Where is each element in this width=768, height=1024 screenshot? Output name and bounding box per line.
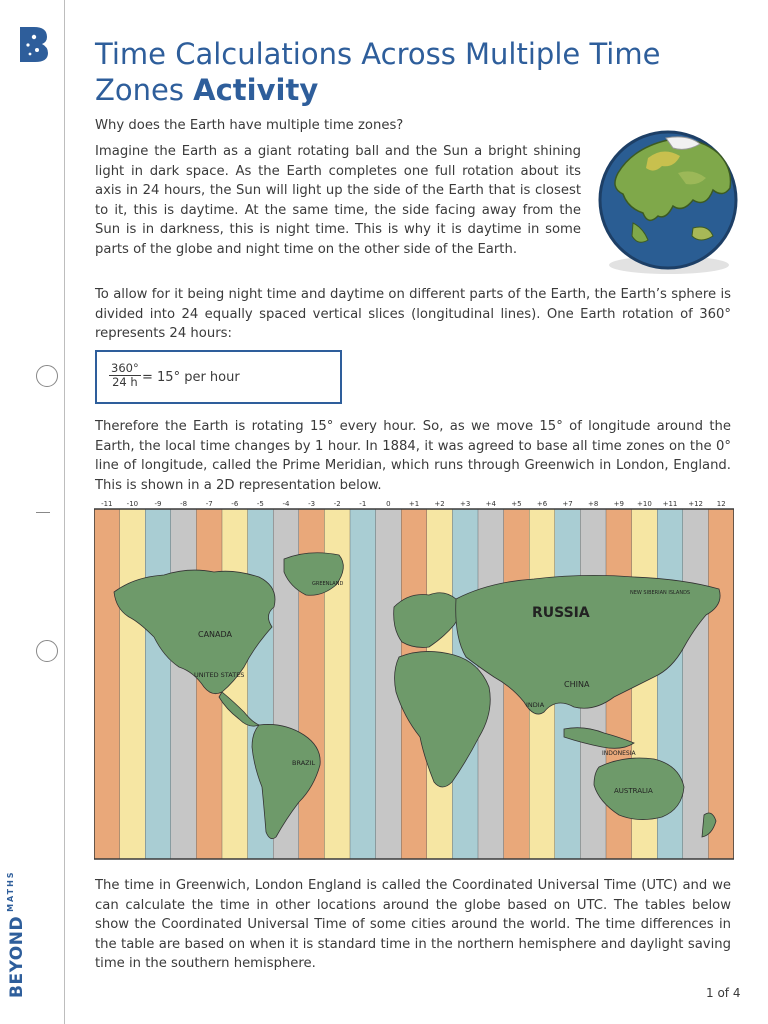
time-zone-offset-label: +3 — [460, 500, 471, 508]
time-zone-offset-label: -8 — [180, 500, 188, 508]
fold-mark — [36, 512, 50, 513]
time-zone-band — [120, 509, 146, 859]
label-australia: AUSTRALIA — [614, 787, 653, 795]
time-zone-band — [350, 509, 376, 859]
beyond-logo-icon — [14, 24, 50, 64]
time-zone-offset-label: -9 — [154, 500, 162, 508]
time-zone-band — [171, 509, 197, 859]
time-zone-offset-label: -3 — [308, 500, 316, 508]
time-zone-offset-label: -1 — [359, 500, 367, 508]
time-zone-offset-label: +12 — [688, 500, 703, 508]
margin-line — [64, 0, 65, 1024]
time-zone-offset-label: -6 — [231, 500, 239, 508]
label-indonesia: INDONESIA — [602, 750, 636, 757]
brand-main: BEYOND — [7, 915, 27, 998]
time-zone-offset-label: -5 — [256, 500, 264, 508]
paragraph-utc: The time in Greenwich, London England is called the Coordinated Universal Time (UTC) and we can calculate the time in other locations around the globe based on UTC. The tables below show the Coordinated Universal Time of some cities around the world. The time differences in the table are based on when it is standard time in the northern hemisphere and daylight saving time in the southern hemisphere. — [95, 878, 731, 971]
formula-box — [95, 350, 342, 404]
page-title — [95, 36, 715, 108]
title-main: Time Calculations Across Multiple Time Zones — [95, 37, 661, 107]
binder-hole-top — [36, 365, 58, 387]
brand-sub: MATHS — [6, 870, 15, 912]
label-india: INDIA — [526, 701, 545, 709]
time-zone-offset-label: -10 — [126, 500, 139, 508]
time-zone-offset-label: +7 — [562, 500, 573, 508]
label-new-siberian-islands: NEW SIBERIAN ISLANDS — [630, 590, 691, 596]
title-emphasis: Activity — [193, 73, 319, 107]
time-zone-offset-label: +11 — [662, 500, 678, 508]
formula-numerator: 360° — [111, 361, 139, 375]
world-time-zone-map — [94, 497, 734, 872]
time-zone-offset-label: +5 — [511, 500, 522, 508]
label-united-states: UNITED STATES — [194, 671, 245, 679]
label-china: CHINA — [564, 680, 590, 689]
time-zone-band — [683, 509, 709, 859]
time-zone-band — [145, 509, 171, 859]
time-zone-offset-label: 0 — [386, 500, 391, 508]
page-number: 1 of 4 — [706, 986, 741, 1000]
question: Why does the Earth have multiple time zones? — [95, 118, 404, 133]
time-zone-offset-label: +6 — [536, 500, 548, 508]
time-zone-offset-label: -7 — [205, 500, 213, 508]
label-russia: RUSSIA — [532, 605, 590, 621]
time-zone-offset-label: -4 — [282, 500, 290, 508]
formula-fraction — [109, 362, 141, 389]
earth-globe-illustration — [588, 128, 748, 278]
label-brazil: BRAZIL — [292, 759, 316, 767]
binder-hole-bottom — [36, 640, 58, 662]
time-zone-band — [708, 509, 734, 859]
formula-denominator: 24 h — [112, 375, 138, 389]
time-zone-offset-label: -11 — [101, 500, 113, 508]
time-zone-band — [94, 509, 120, 859]
paragraph-slices: To allow for it being night time and daytime on different parts of the Earth, the Earth’s sphere is divided into 24 equally spaced vertical slices (longitudinal lines). One Earth rotation of 360° represents 24 hours: — [95, 287, 731, 341]
time-zone-offset-label: +8 — [588, 500, 599, 508]
formula-result: = 15° per hour — [142, 370, 240, 385]
label-greenland: GREENLAND — [312, 581, 344, 587]
paragraph-rotation: Therefore the Earth is rotating 15° every hour. So, as we move 15° of longitude around the Earth, the local time changes by 1 hour. In 1884, it was agreed to base all time zones on the 0° line of longitude, called the Prime Meridian, which runs through Greenwich in London, England. This is shown in a 2D representation below. — [95, 419, 731, 493]
brand-wordmark — [6, 870, 27, 998]
time-zone-offset-label: +10 — [637, 500, 652, 508]
time-zone-offset-label: +4 — [485, 500, 496, 508]
time-zone-offset-labels — [101, 500, 726, 508]
time-zone-offset-label: 12 — [716, 500, 726, 508]
time-zone-offset-label: +2 — [434, 500, 445, 508]
label-canada: CANADA — [198, 630, 233, 639]
time-zone-offset-label: -2 — [333, 500, 341, 508]
paragraph-intro: Imagine the Earth as a giant rotating ball and the Sun a bright shining light in dark space. As the Earth completes one full rotation about its axis in 24 hours, the Sun will light up the side of the Earth that is closest to it, this is daytime. At the same time, the side facing away from the Sun is in darkness, this is night time. This is why it is daytime in some parts of the globe and night time on the other side of the Earth. — [95, 144, 581, 257]
time-zone-offset-label: +9 — [613, 500, 624, 508]
time-zone-offset-label: +1 — [408, 500, 420, 508]
